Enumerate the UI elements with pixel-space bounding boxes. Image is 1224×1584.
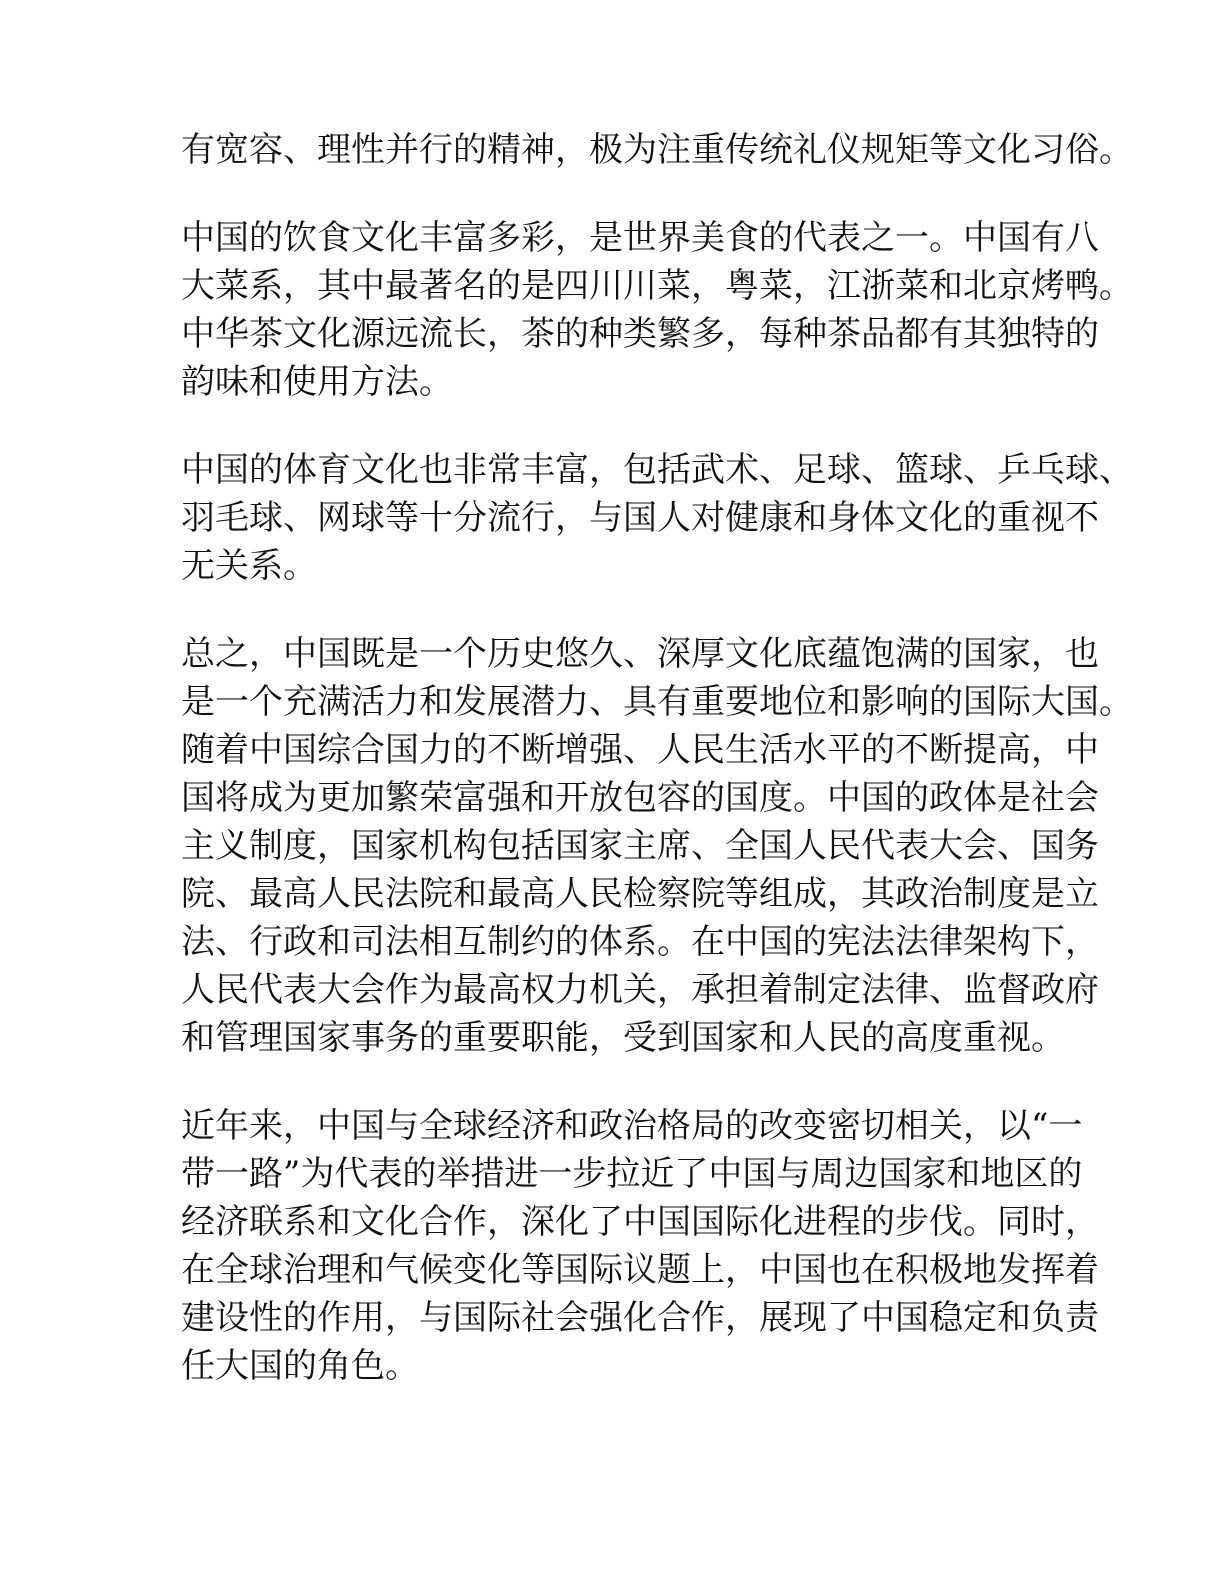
paragraph-conclusion-politics	[181, 630, 1133, 1062]
text-line: 经济联系和文化合作，深化了中国国际化进程的步伐。同时，	[181, 1202, 1099, 1242]
text-line: 无关系。	[181, 546, 317, 586]
text-line: 主义制度，国家机构包括国家主席、全国人民代表大会、国务	[181, 826, 1099, 866]
text-line: 有宽容、理性并行的精神，极为注重传统礼仪规矩等文化习俗。	[181, 130, 1133, 170]
paragraph-global-role	[181, 1102, 1099, 1390]
text-line: 建设性的作用，与国际社会强化合作，展现了中国稳定和负责	[181, 1298, 1099, 1338]
text-line: 人民代表大会作为最高权力机关，承担着制定法律、监督政府	[181, 970, 1099, 1010]
paragraph-culture-customs	[181, 126, 1133, 174]
text-line: 在全球治理和气候变化等国际议题上，中国也在积极地发挥着	[181, 1250, 1099, 1290]
text-line: 羽毛球、网球等十分流行，与国人对健康和身体文化的重视不	[181, 498, 1099, 538]
text-line: 是一个充满活力和发展潜力、具有重要地位和影响的国际大国。	[181, 682, 1133, 722]
text-line: 带一路”为代表的举措进一步拉近了中国与周边国家和地区的	[181, 1154, 1083, 1194]
document-body	[181, 126, 1133, 1430]
text-line: 近年来，中国与全球经济和政治格局的改变密切相关，以“一	[181, 1106, 1083, 1146]
text-line: 总之，中国既是一个历史悠久、深厚文化底蕴饱满的国家，也	[181, 634, 1099, 674]
text-line: 和管理国家事务的重要职能，受到国家和人民的高度重视。	[181, 1018, 1065, 1058]
text-line: 中华茶文化源远流长，茶的种类繁多，每种茶品都有其独特的	[181, 314, 1099, 354]
text-line: 韵味和使用方法。	[181, 362, 453, 402]
text-line: 任大国的角色。	[181, 1346, 419, 1386]
text-line: 大菜系，其中最著名的是四川川菜，粤菜，江浙菜和北京烤鸭。	[181, 266, 1133, 306]
paragraph-food-culture	[181, 214, 1133, 406]
paragraph-sports-culture	[181, 446, 1133, 590]
text-line: 院、最高人民法院和最高人民检察院等组成，其政治制度是立	[181, 874, 1099, 914]
text-line: 法、行政和司法相互制约的体系。在中国的宪法法律架构下，	[181, 922, 1099, 962]
text-line: 中国的饮食文化丰富多彩，是世界美食的代表之一。中国有八	[181, 218, 1099, 258]
text-line: 国将成为更加繁荣富强和开放包容的国度。中国的政体是社会	[181, 778, 1099, 818]
text-line: 中国的体育文化也非常丰富，包括武术、足球、篮球、乒乓球、	[181, 450, 1133, 490]
text-line: 随着中国综合国力的不断增强、人民生活水平的不断提高，中	[181, 730, 1099, 770]
